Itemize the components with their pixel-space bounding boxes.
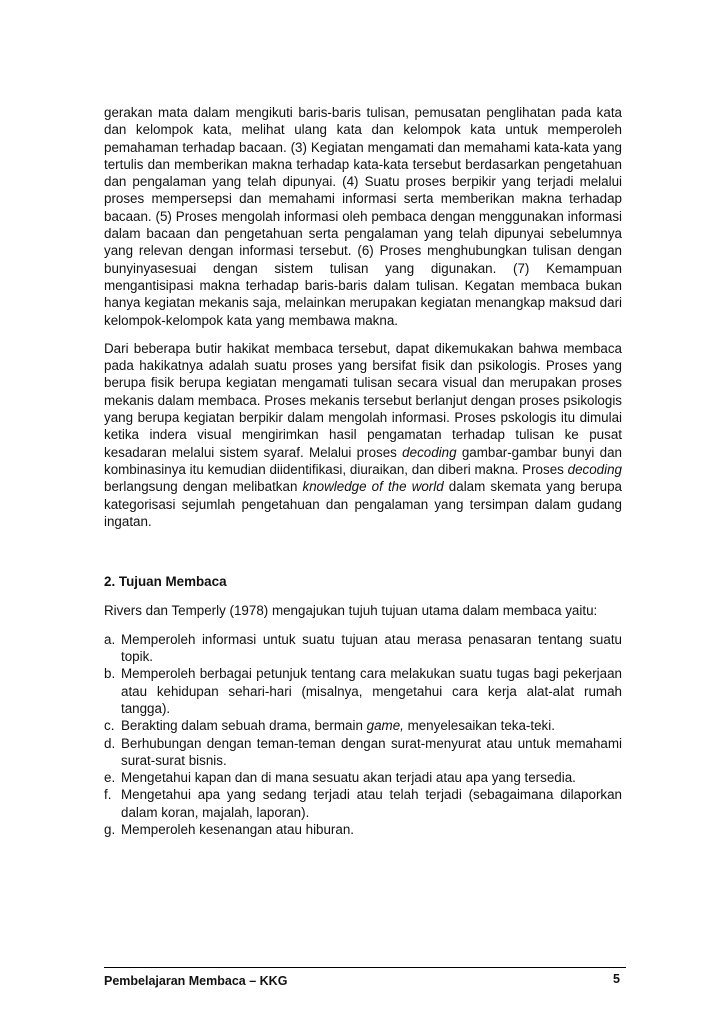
reading-goals-list bbox=[104, 631, 622, 839]
list-item bbox=[104, 717, 622, 734]
list-item-text: Mengetahui kapan dan di mana sesuatu akan terjadi atau apa yang tersedia. bbox=[121, 770, 576, 786]
list-item bbox=[104, 631, 622, 666]
list-item-text: Memperoleh informasi untuk suatu tujuan atau merasa penasaran tentang suatu topik. bbox=[121, 631, 622, 665]
list-item bbox=[104, 786, 622, 821]
footer-divider bbox=[104, 967, 626, 968]
list-item bbox=[104, 665, 622, 717]
list-item-text: Memperoleh berbagai petunjuk tentang cara melakukan suatu tugas bagi pekerjaan atau kehidupan sehari-hari (misalnya, mengetahui cara kerja alat-alat rumah tangga). bbox=[121, 666, 622, 716]
list-item-text: Berhubungan dengan teman-teman dengan surat-menyurat atau untuk memahami surat-surat bisnis. bbox=[121, 735, 622, 768]
paragraph-2 bbox=[104, 340, 622, 530]
list-item bbox=[104, 821, 622, 838]
page-content bbox=[104, 104, 622, 838]
page-number: 5 bbox=[613, 972, 620, 986]
list-marker: f. bbox=[104, 787, 112, 803]
list-marker: b. bbox=[104, 666, 116, 682]
list-item-text: Mengetahui apa yang sedang terjadi atau telah terjadi (sebagaimana dilaporkan dalam koran, majalah, laporan). bbox=[121, 787, 622, 820]
paragraph-2-text-d: dalam skemata yang berupa kategorisasi sejumlah pengetahuan dan pengalaman yang tersimpan dalam gudang ingatan. bbox=[104, 479, 622, 529]
section-intro: Rivers dan Temperly (1978) mengajukan tujuh tujuan utama dalam membaca yaitu: bbox=[104, 603, 598, 619]
footer-title: Pembelajaran Membaca – KKG bbox=[104, 974, 288, 988]
list-marker: c. bbox=[104, 718, 115, 734]
list-marker: a. bbox=[104, 631, 116, 647]
paragraph-1: gerakan mata dalam mengikuti baris-baris tulisan, pemusatan penglihatan pada kata dan kelompok kata, melihat ulang kata dan kelompok kata untuk memperoleh pemahaman terhadap bacaan. (3) Kegiatan mengamati dan memahami kata-kata yang tertulis dan memberikan makna terhadap kata-kata tersebut berdasarkan pengetahuan dan pengalaman yang telah dipunyai. (4) Suatu proses berpikir yang terjadi melalui proses mempersepsi dan memahami informasi serta memberikan makna terhadap bacaan. (5) Proses mengolah informasi oleh pembaca dengan menggunakan informasi dalam bacaan dan pengetahuan serta pengalaman yang telah dipunyai sebelumnya yang relevan dengan informasi tersebut. (6) Proses menghubungkan tulisan dengan bunyinyasesuai dengan sistem tulisan yang digunakan. (7) Kemampuan mengantisipasi makna terhadap baris-baris dalam tulisan. Kegatan membaca bukan hanya kegiatan mekanis saja, melainkan merupakan kegiatan menangkap maksud dari kelompok-kelompok kata yang membawa makna. bbox=[104, 105, 622, 328]
section-heading: 2. Tujuan Membaca bbox=[104, 574, 227, 590]
paragraph-2-text-c: berlangsung dengan melibatkan bbox=[104, 479, 303, 495]
paragraph-2-text-b: gambar-gambar bunyi dan kombinasinya itu kemudian diidentifikasi, diuraikan, dan diberi makna. Proses bbox=[104, 444, 623, 477]
decoding-term: decoding bbox=[402, 444, 457, 460]
list-marker: e. bbox=[104, 770, 116, 786]
decoding-term: decoding bbox=[567, 461, 622, 477]
knowledge-of-the-world-term: knowledge of the world bbox=[302, 479, 444, 495]
list-item bbox=[104, 735, 622, 770]
list-marker: d. bbox=[104, 735, 116, 751]
list-item-text: Berakting dalam sebuah drama, bermain bbox=[121, 718, 367, 734]
list-item-text: menyelesaikan teka-teki. bbox=[403, 718, 555, 734]
list-marker: g. bbox=[104, 821, 116, 837]
list-item-text: Memperoleh kesenangan atau hiburan. bbox=[121, 821, 355, 837]
list-item bbox=[104, 769, 622, 786]
game-term: game, bbox=[366, 718, 404, 734]
paragraph-2-text-a: Dari beberapa butir hakikat membaca tersebut, dapat dikemukakan bahwa membaca pada hakikatnya adalah suatu proses yang bersifat fisik dan psikologis. Proses yang berupa fisik berupa kegiatan mengamati tulisan secara visual dan merupakan proses mekanis dalam membaca. Proses mekanis tersebut berlanjut dengan proses psikologis yang berupa kegiatan berpikir dalam mengolah informasi. Proses pskologis itu dimulai ketika indera visual mengirimkan hasil pengamatan terhadap tulisan ke pusat kesadaran melalui sistem syaraf. Melalui proses bbox=[104, 340, 622, 460]
